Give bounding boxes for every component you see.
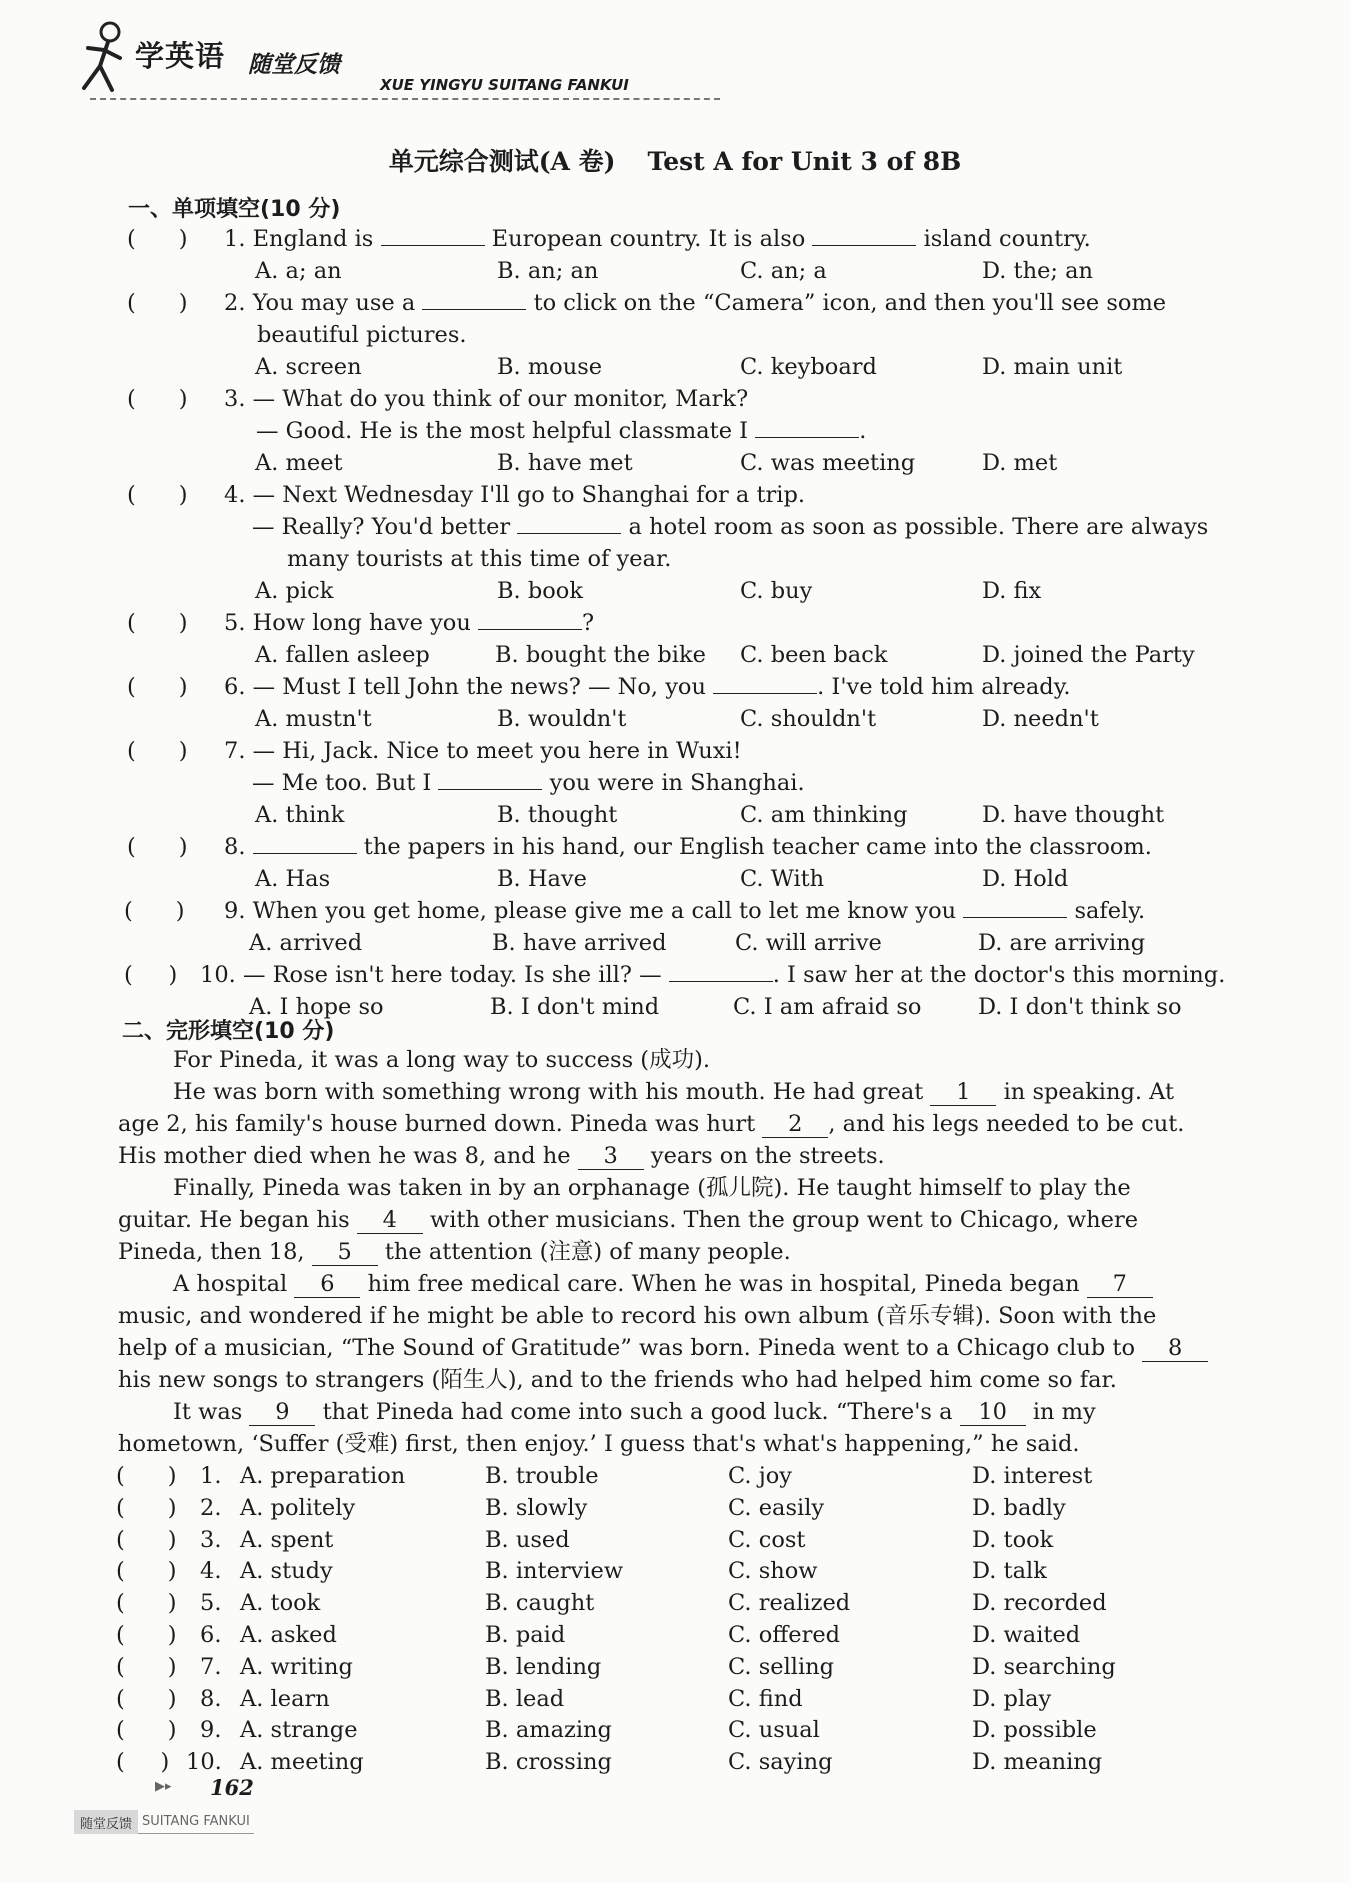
cloze-option-b: B. lead bbox=[485, 1685, 565, 1712]
q-text: — Rose isn't here today. Is she ill? — bbox=[242, 962, 662, 988]
cloze-q-num: 3. bbox=[200, 1526, 222, 1553]
cloze-option-b: B. caught bbox=[485, 1590, 595, 1617]
cloze-option-a: A. learn bbox=[240, 1685, 330, 1712]
cloze-option-b: B. interview bbox=[485, 1558, 624, 1585]
option-b: B. wouldn't bbox=[497, 706, 627, 732]
option-d: D. met bbox=[982, 450, 1058, 476]
passage-line: He was born with something wrong with his mouth. He had great 1 in speaking. At bbox=[173, 1079, 1175, 1105]
cloze-option-a: A. meeting bbox=[240, 1749, 364, 1776]
cloze-option-d: D. searching bbox=[972, 1653, 1116, 1680]
passage-line: A hospital 6 him free medical care. When he was in hospital, Pineda began 7 bbox=[173, 1269, 1153, 1299]
cloze-q-num: 4. bbox=[200, 1558, 222, 1585]
option-c: C. I am afraid so bbox=[733, 994, 922, 1020]
question-8 bbox=[224, 832, 1152, 862]
cloze-option-a: A. writing bbox=[240, 1653, 353, 1680]
cloze-q-num: 7. bbox=[200, 1653, 222, 1680]
passage-line: age 2, his family's house burned down. Pineda was hurt 2 , and his legs needed to be cut. bbox=[118, 1111, 1185, 1137]
cloze-option-a: A. politely bbox=[240, 1494, 356, 1521]
answer-paren: ( ) bbox=[127, 834, 188, 860]
cloze-blank: 7 bbox=[1087, 1271, 1153, 1298]
answer-paren: ( ) bbox=[116, 1526, 177, 1553]
option-a: A. a; an bbox=[255, 258, 342, 284]
fill-blank bbox=[963, 897, 1067, 918]
answer-paren: ( ) bbox=[127, 226, 188, 252]
option-d: D. the; an bbox=[982, 258, 1094, 284]
cloze-q-num: 10. bbox=[186, 1749, 222, 1776]
q-text: You may use a bbox=[252, 290, 416, 316]
option-a: A. meet bbox=[255, 450, 343, 476]
answer-paren: ( ) bbox=[124, 962, 178, 988]
cloze-option-b: B. lending bbox=[485, 1653, 602, 1680]
footer-tag-cn: 随堂反馈 bbox=[74, 1810, 138, 1834]
q-text: — Hi, Jack. Nice to meet you here in Wuxi! bbox=[252, 738, 742, 764]
option-d: D. are arriving bbox=[978, 930, 1146, 956]
option-d: D. needn't bbox=[982, 706, 1099, 732]
cloze-option-d: D. talk bbox=[972, 1558, 1047, 1585]
option-a: A. mustn't bbox=[255, 706, 372, 732]
cloze-option-b: B. used bbox=[485, 1526, 570, 1553]
fill-blank bbox=[517, 513, 621, 534]
header-divider bbox=[90, 98, 720, 100]
cloze-option-b: B. trouble bbox=[485, 1463, 599, 1489]
cloze-option-c: C. show bbox=[728, 1558, 818, 1585]
question-7 bbox=[224, 736, 742, 766]
cloze-option-c: C. easily bbox=[728, 1494, 825, 1521]
q-num: 3. bbox=[224, 386, 246, 412]
cloze-option-a: A. asked bbox=[240, 1622, 337, 1648]
option-b: B. book bbox=[497, 578, 583, 604]
cloze-option-a: A. took bbox=[240, 1590, 321, 1617]
cloze-option-c: C. joy bbox=[728, 1463, 792, 1489]
header-cn-title: 学英语 bbox=[135, 39, 226, 73]
q-text-cont: — Good. He is the most helpful classmate I . bbox=[256, 418, 867, 444]
cloze-option-a: A. study bbox=[240, 1558, 333, 1585]
question-9: 9. When you get home, please give me a call to let me know you safely. bbox=[224, 898, 1146, 924]
option-c: C. With bbox=[740, 866, 825, 892]
fill-blank bbox=[253, 833, 357, 854]
q-num: 1. bbox=[224, 226, 246, 252]
fill-blank bbox=[713, 673, 817, 694]
passage-line: his new songs to strangers (陌生人), and to the friends who had helped him come so far. bbox=[118, 1367, 1117, 1393]
passage-line: His mother died when he was 8, and he 3 years on the streets. bbox=[118, 1143, 885, 1169]
q-text: island country. bbox=[923, 226, 1091, 252]
q-text-cont: beautiful pictures. bbox=[257, 322, 467, 348]
option-b: B. bought the bike bbox=[495, 642, 706, 668]
answer-paren: ( ) bbox=[127, 482, 188, 508]
question-2 bbox=[224, 288, 1166, 318]
passage-line: music, and wondered if he might be able to record his own album (音乐专辑). Soon with the bbox=[118, 1303, 1157, 1329]
q-text: to click on the “Camera” icon, and then you'll see some bbox=[533, 290, 1167, 316]
cloze-option-c: C. offered bbox=[728, 1622, 841, 1648]
answer-paren: ( ) bbox=[127, 674, 188, 700]
cloze-option-d: D. play bbox=[972, 1685, 1052, 1712]
option-c: C. keyboard bbox=[740, 354, 877, 380]
option-b: B. mouse bbox=[497, 354, 603, 380]
cloze-option-c: C. find bbox=[728, 1685, 803, 1712]
option-d: D. have thought bbox=[982, 802, 1165, 828]
option-c: C. will arrive bbox=[735, 930, 882, 956]
answer-paren: ( ) bbox=[116, 1590, 177, 1617]
question-10: 10. — Rose isn't here today. Is she ill? — . I saw her at the doctor's this morning. bbox=[200, 962, 1226, 988]
cloze-blank: 3 bbox=[578, 1143, 644, 1170]
fill-blank bbox=[438, 769, 542, 790]
option-c: C. buy bbox=[740, 578, 813, 604]
option-a: A. arrived bbox=[249, 930, 363, 956]
answer-paren: ( ) bbox=[116, 1463, 177, 1489]
option-a: A. Has bbox=[255, 866, 331, 892]
page-arrow-icon: ▶▸ bbox=[155, 1779, 172, 1794]
question-5: 5. How long have you ? bbox=[224, 610, 595, 636]
option-d: D. fix bbox=[982, 578, 1042, 604]
footer-tag-en: SUITANG FANKUI bbox=[138, 1810, 254, 1834]
option-b: B. Have bbox=[497, 866, 587, 892]
fill-blank bbox=[812, 225, 916, 246]
option-b: B. I don't mind bbox=[490, 994, 660, 1020]
option-c: C. was meeting bbox=[740, 450, 916, 476]
cloze-option-a: A. preparation bbox=[240, 1463, 406, 1489]
option-a: A. fallen asleep bbox=[255, 642, 430, 668]
q-text-cont: many tourists at this time of year. bbox=[287, 546, 672, 572]
answer-paren: ( ) bbox=[116, 1494, 177, 1521]
q-num: 6. bbox=[224, 674, 246, 700]
cloze-option-c: C. cost bbox=[728, 1526, 806, 1553]
passage-line: hometown, ‘Suffer (受难) first, then enjoy.’ I guess that's what's happening,” he said. bbox=[118, 1431, 1080, 1457]
page-number: 162 bbox=[210, 1775, 254, 1800]
fill-blank bbox=[669, 961, 773, 982]
q-num: 8. bbox=[224, 834, 246, 860]
q-num: 2. bbox=[224, 290, 246, 316]
option-b: B. an; an bbox=[497, 258, 599, 284]
cloze-option-c: C. saying bbox=[728, 1749, 833, 1776]
q-text: England is bbox=[252, 226, 374, 252]
cloze-option-d: D. meaning bbox=[972, 1749, 1103, 1776]
passage-line: Pineda, then 18, 5 the attention (注意) of many people. bbox=[118, 1239, 791, 1265]
cloze-option-b: B. paid bbox=[485, 1622, 566, 1648]
cloze-option-a: A. strange bbox=[240, 1717, 358, 1744]
q-num: 7. bbox=[224, 738, 246, 764]
q-text: How long have you bbox=[252, 610, 471, 636]
cloze-q-num: 1. bbox=[200, 1463, 222, 1489]
q-text: — Next Wednesday I'll go to Shanghai for a trip. bbox=[252, 482, 806, 508]
passage-line: guitar. He began his 4 with other musicians. Then the group went to Chicago, where bbox=[118, 1207, 1139, 1233]
section1-heading: 一、单项填空(10 分) bbox=[128, 197, 341, 222]
option-b: B. thought bbox=[497, 802, 618, 828]
option-c: C. shouldn't bbox=[740, 706, 877, 732]
q-num: 10. bbox=[200, 962, 236, 988]
option-a: A. pick bbox=[255, 578, 334, 604]
option-d: D. I don't think so bbox=[978, 994, 1182, 1020]
question-4 bbox=[224, 480, 805, 510]
cloze-option-d: D. badly bbox=[972, 1494, 1066, 1521]
option-c: C. am thinking bbox=[740, 802, 908, 828]
answer-paren: ( ) bbox=[127, 610, 188, 636]
answer-paren: ( ) bbox=[116, 1558, 177, 1585]
q-text: — What do you think of our monitor, Mark? bbox=[252, 386, 749, 412]
question-3 bbox=[224, 384, 748, 414]
cloze-option-b: B. crossing bbox=[485, 1749, 612, 1776]
answer-paren: ( ) bbox=[127, 290, 188, 316]
cloze-option-b: B. amazing bbox=[485, 1717, 612, 1744]
fill-blank bbox=[478, 609, 582, 630]
passage-line: It was 9 that Pineda had come into such a good luck. “There's a 10 in my bbox=[173, 1399, 1096, 1425]
passage-line: help of a musician, “The Sound of Gratitude” was born. Pineda went to a Chicago club to 8 bbox=[118, 1333, 1208, 1363]
runner-logo-icon bbox=[70, 18, 130, 98]
q-num: 9. bbox=[224, 898, 246, 924]
cloze-blank: 8 bbox=[1142, 1335, 1208, 1362]
cloze-blank: 2 bbox=[762, 1111, 828, 1138]
cloze-q-num: 5. bbox=[200, 1590, 222, 1617]
fill-blank bbox=[755, 417, 859, 438]
answer-paren: ( ) bbox=[124, 898, 185, 924]
option-a: A. think bbox=[255, 802, 345, 828]
answer-paren: ( ) bbox=[127, 738, 188, 764]
q-text: When you get home, please give me a call to let me know you bbox=[252, 898, 957, 924]
cloze-q-num: 2. bbox=[200, 1494, 222, 1521]
title-en: Test A for Unit 3 of 8B bbox=[647, 147, 962, 176]
cloze-blank: 4 bbox=[357, 1207, 423, 1234]
option-b: B. have arrived bbox=[492, 930, 667, 956]
header-en-title: XUE YINGYU SUITANG FANKUI bbox=[380, 76, 629, 94]
option-a: A. screen bbox=[255, 354, 362, 380]
cloze-option-d: D. recorded bbox=[972, 1590, 1107, 1617]
header-cn-sub: 随堂反馈 bbox=[248, 52, 340, 78]
cloze-option-c: C. usual bbox=[728, 1717, 820, 1744]
cloze-q-num: 8. bbox=[200, 1685, 222, 1712]
answer-paren: ( ) bbox=[116, 1622, 177, 1648]
cloze-q-num: 6. bbox=[200, 1622, 222, 1648]
cloze-q-num: 9. bbox=[200, 1717, 222, 1744]
q-text-cont: — Really? You'd better a hotel room as soon as possible. There are always bbox=[252, 514, 1209, 540]
question-6: 6. — Must I tell John the news? — No, you . I've told him already. bbox=[224, 674, 1071, 700]
cloze-option-b: B. slowly bbox=[485, 1494, 588, 1521]
title-cn: 单元综合测试(A 卷) bbox=[388, 147, 616, 176]
page-title bbox=[0, 142, 1350, 178]
option-d: D. main unit bbox=[982, 354, 1123, 380]
cloze-option-d: D. waited bbox=[972, 1622, 1081, 1648]
option-c: C. an; a bbox=[740, 258, 827, 284]
q-num: 5. bbox=[224, 610, 246, 636]
option-d: D. Hold bbox=[982, 866, 1069, 892]
answer-paren: ( ) bbox=[116, 1653, 177, 1680]
cloze-option-c: C. selling bbox=[728, 1653, 835, 1680]
option-b: B. have met bbox=[497, 450, 633, 476]
q-num: 4. bbox=[224, 482, 246, 508]
option-a: A. I hope so bbox=[249, 994, 384, 1020]
cloze-option-a: A. spent bbox=[240, 1526, 334, 1553]
cloze-blank: 10 bbox=[960, 1399, 1026, 1426]
answer-paren: ( ) bbox=[116, 1717, 177, 1744]
q-text: European country. It is also bbox=[491, 226, 806, 252]
page-header bbox=[60, 14, 680, 104]
q-text: the papers in his hand, our English teacher came into the classroom. bbox=[363, 834, 1152, 860]
cloze-blank: 9 bbox=[249, 1399, 315, 1426]
footer-tag bbox=[74, 1810, 280, 1834]
cloze-option-d: D. possible bbox=[972, 1717, 1097, 1744]
cloze-option-c: C. realized bbox=[728, 1590, 851, 1617]
cloze-blank: 6 bbox=[294, 1271, 360, 1298]
fill-blank bbox=[422, 289, 526, 310]
option-d: D. joined the Party bbox=[982, 642, 1195, 668]
passage-line: Finally, Pineda was taken in by an orphanage (孤儿院). He taught himself to play the bbox=[173, 1175, 1131, 1201]
cloze-option-d: D. took bbox=[972, 1526, 1054, 1553]
passage-line: For Pineda, it was a long way to success (成功). bbox=[173, 1047, 711, 1073]
cloze-blank: 1 bbox=[930, 1079, 996, 1106]
cloze-blank: 5 bbox=[312, 1239, 378, 1266]
q-text: — Must I tell John the news? — No, you bbox=[252, 674, 706, 700]
answer-paren: ( ) bbox=[116, 1685, 177, 1712]
question-1 bbox=[224, 224, 1091, 254]
option-c: C. been back bbox=[740, 642, 888, 668]
cloze-option-d: D. interest bbox=[972, 1463, 1093, 1489]
answer-paren: ( ) bbox=[127, 386, 188, 412]
section2-heading: 二、完形填空(10 分) bbox=[122, 1019, 335, 1044]
answer-paren: ( ) bbox=[116, 1749, 170, 1776]
q-text-cont: — Me too. But I you were in Shanghai. bbox=[252, 770, 805, 796]
fill-blank bbox=[381, 225, 485, 246]
